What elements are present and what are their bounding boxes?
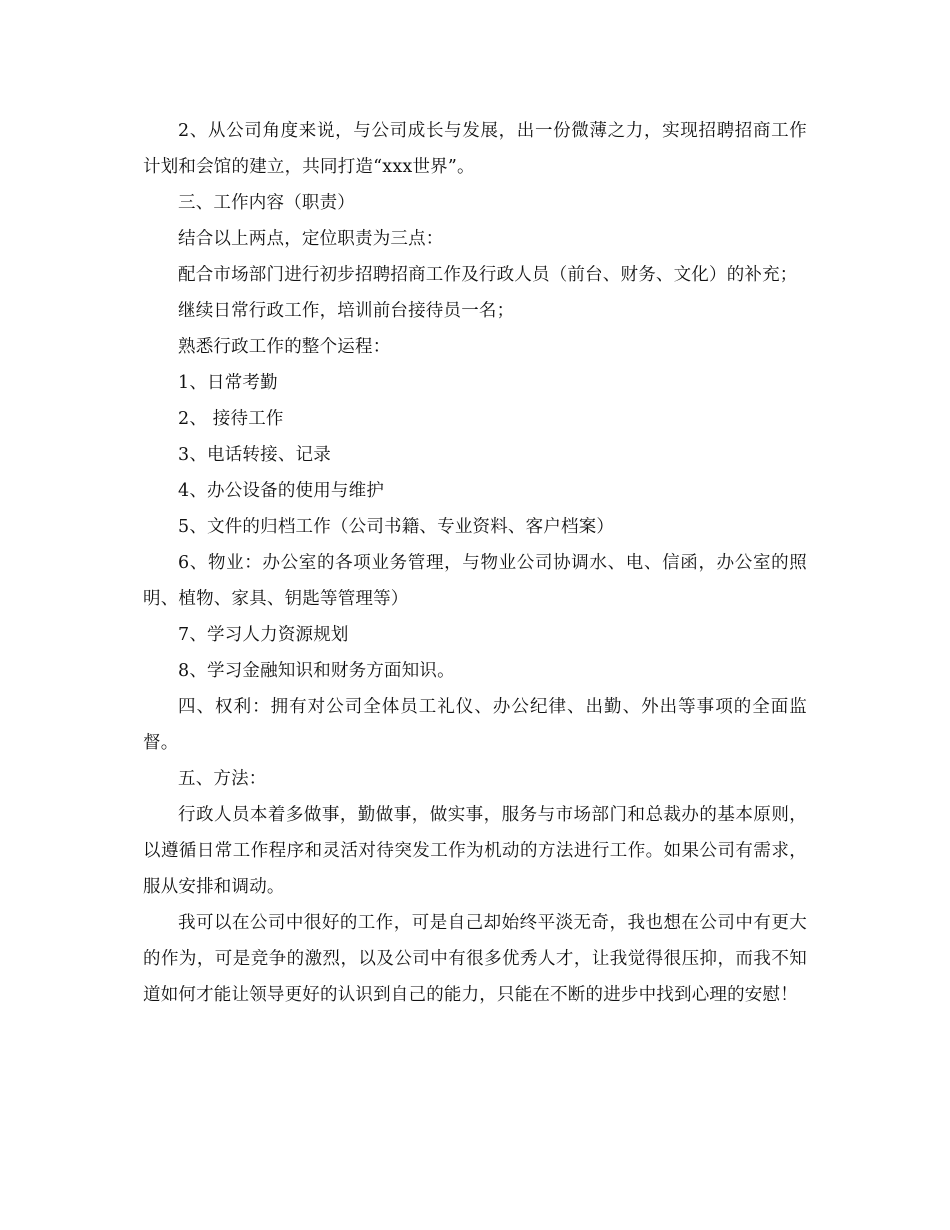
list-item-hr-planning: 7、学习人力资源规划: [178, 625, 349, 645]
heading-work-content: 三、工作内容（职责）: [178, 193, 355, 213]
list-item-property: 6、物业：办公室的各项业务管理，与物业公司协调水、电、信函，办公室的照明、植物、家具、钥匙等管理等）: [143, 553, 807, 609]
list-item-equipment: 4、办公设备的使用与维护: [178, 481, 385, 501]
heading-methods: 五、方法：: [178, 769, 267, 789]
paragraph-duty-daily-admin: 继续日常行政工作，培训前台接待员一名；: [178, 301, 515, 321]
paragraph-company-perspective: 2、从公司角度来说，与公司成长与发展，出一份微薄之力，实现招聘招商工作计划和会馆的建立，共同打造“xxx世界”。: [143, 121, 807, 177]
list-item-finance: 8、学习金融知识和财务方面知识。: [178, 661, 455, 681]
paragraph-duty-recruiting: 配合市场部门进行初步招聘招商工作及行政人员（前台、财务、文化）的补充；: [178, 265, 798, 285]
list-item-reception: 2、 接待工作: [178, 409, 284, 429]
list-item-filing: 5、文件的归档工作（公司书籍、专业资料、客户档案）: [178, 517, 615, 537]
paragraph-methods: 行政人员本着多做事，勤做事，做实事，服务与市场部门和总裁办的基本原则，以遵循日常工作程序和灵活对待突发工作为机动的方法进行工作。如果公司有需求，服从安排和调动。: [143, 805, 807, 897]
paragraph-reflection: 我可以在公司中很好的工作，可是自己却始终平淡无奇，我也想在公司中有更大的作为，可是竞争的激烈，以及公司中有很多优秀人才，让我觉得很压抑，而我不知道如何才能让领导更好的认识到自己的能力，只能在不断的进步中找到心理的安慰！: [143, 913, 807, 1005]
paragraph-duty-process: 熟悉行政工作的整个运程：: [178, 337, 391, 357]
list-item-phone: 3、电话转接、记录: [178, 445, 331, 465]
list-item-attendance: 1、日常考勤: [178, 373, 278, 393]
document-body: [143, 113, 807, 1013]
paragraph-rights: 四、权利：拥有对公司全体员工礼仪、办公纪律、出勤、外出等事项的全面监督。: [143, 697, 807, 753]
paragraph-duty-summary: 结合以上两点，定位职责为三点：: [178, 229, 444, 249]
